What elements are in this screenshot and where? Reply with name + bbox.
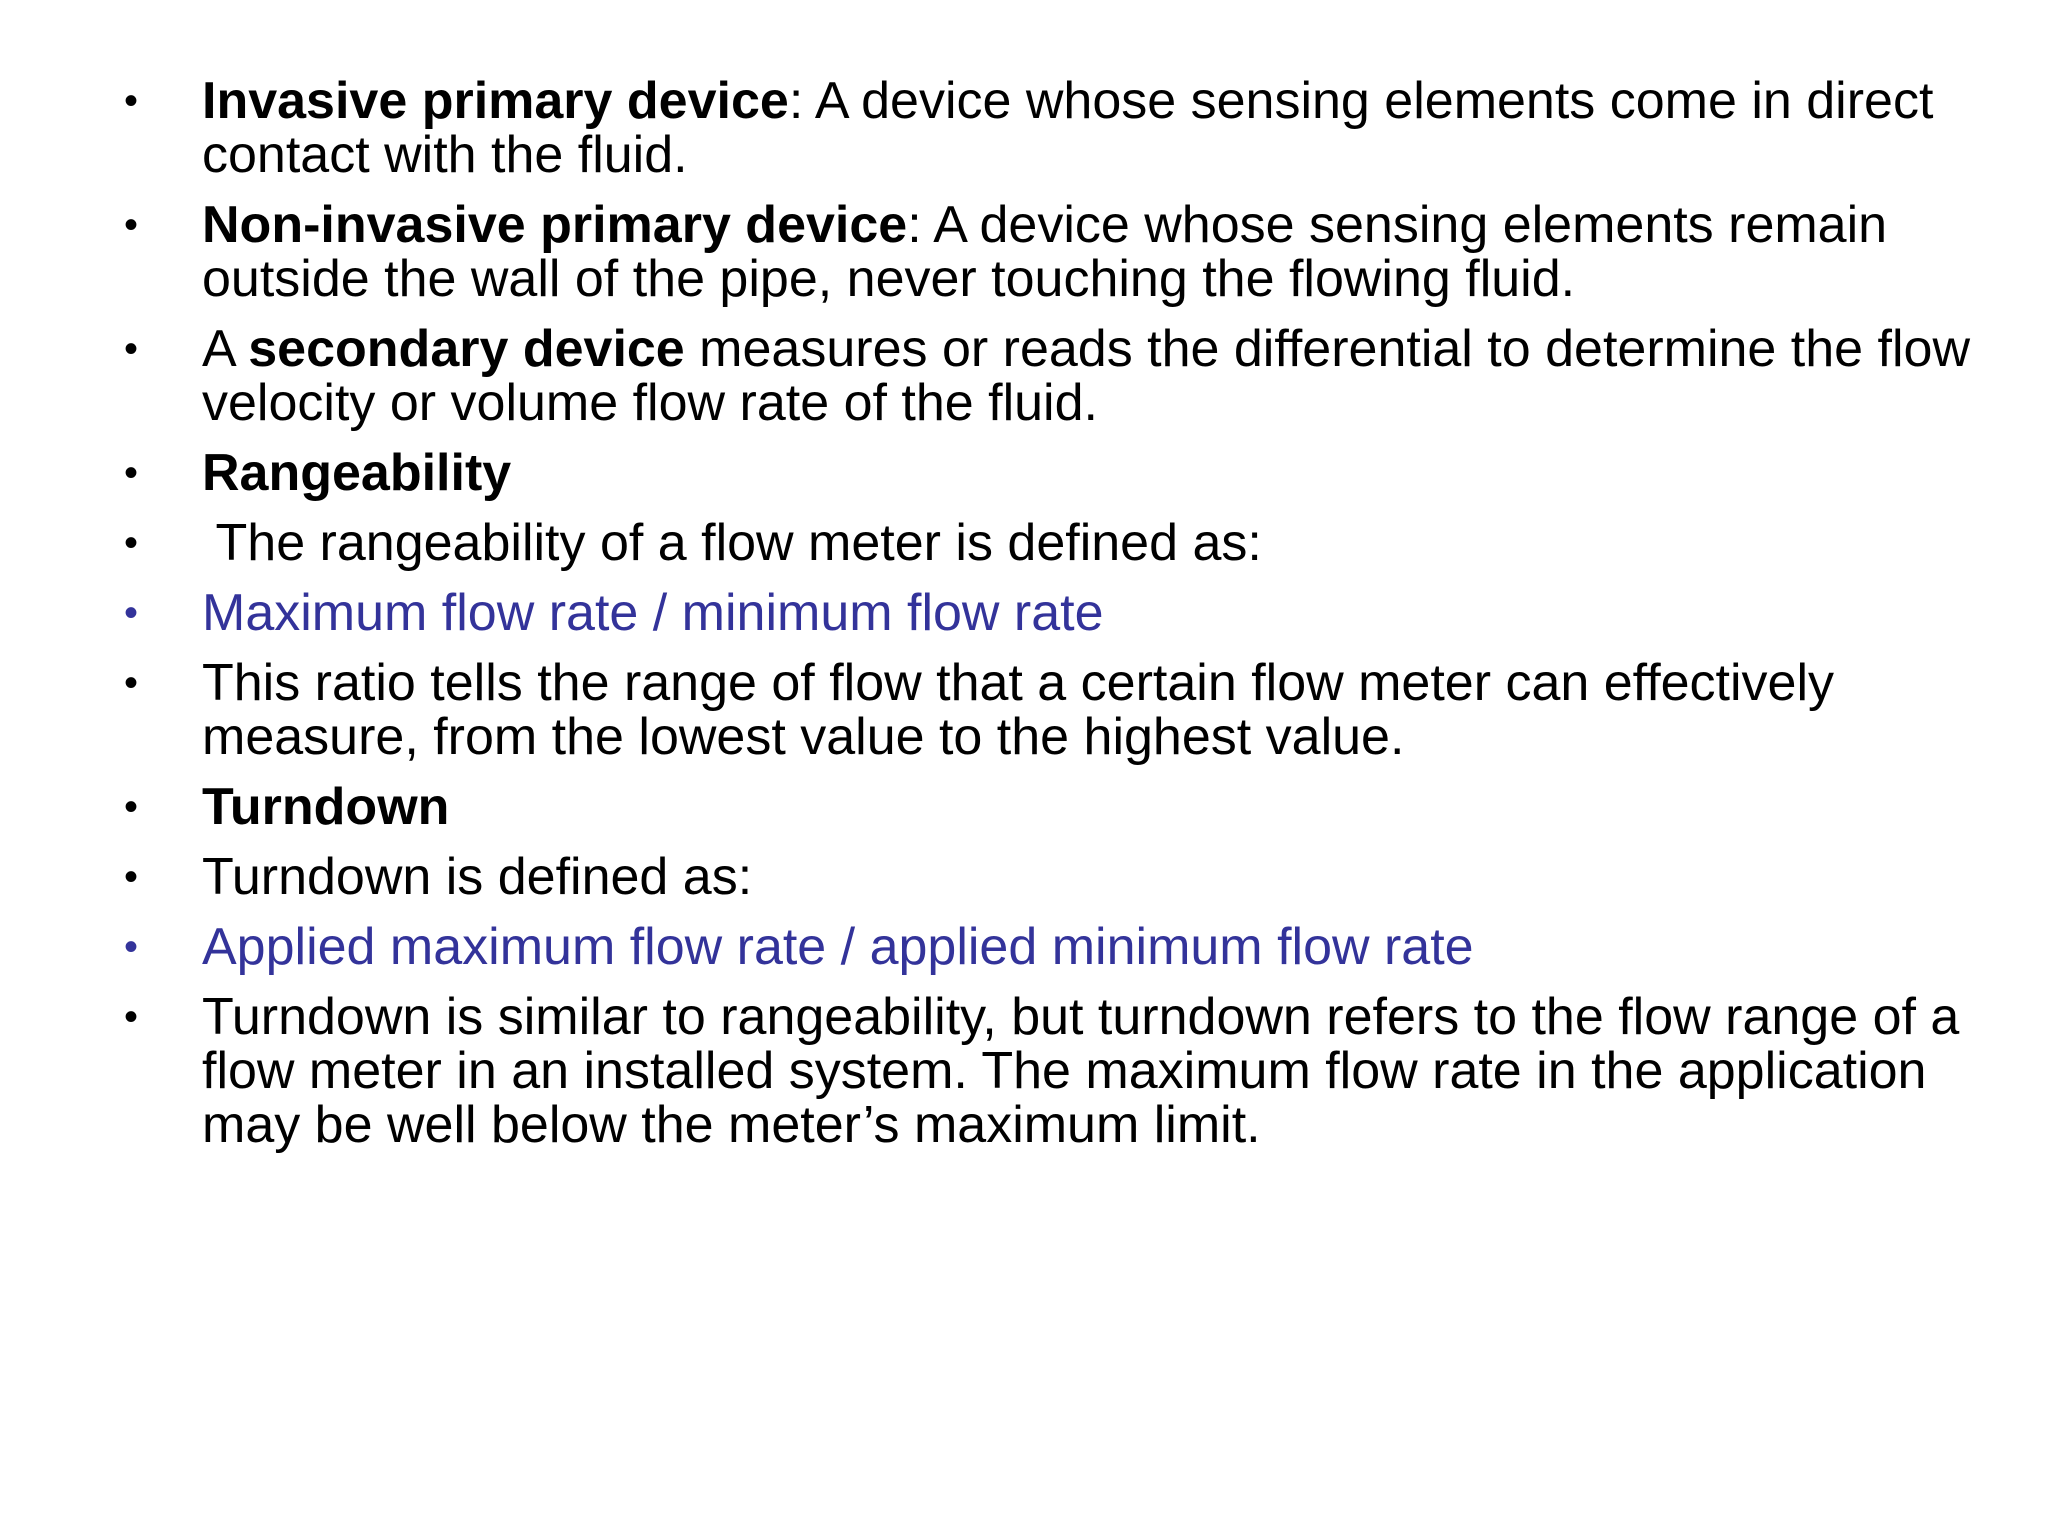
bullet-dot-icon: • — [124, 79, 139, 123]
bullet-rangeability-formula — [122, 586, 2002, 640]
heading-turndown: Turndown — [202, 778, 450, 836]
bullet-dot-icon: • — [124, 591, 139, 635]
bullet-invasive-primary-device — [122, 74, 2002, 182]
turndown-intro-text: Turndown is defined as: — [202, 848, 753, 906]
heading-rangeability: Rangeability — [202, 444, 512, 502]
term-secondary-device: secondary device — [248, 320, 685, 378]
bullet-secondary-device — [122, 322, 2002, 430]
bullet-dot-icon: • — [124, 661, 139, 705]
bullet-turndown-heading — [122, 780, 2002, 834]
prefix-secondary-device: A — [202, 320, 249, 378]
bullet-rangeability-explanation — [122, 656, 2002, 764]
definition-secondary-device: measures or reads the differential to determine the flow velocity or volume flow rate of the fluid. — [202, 320, 1971, 432]
bullet-turndown-formula — [122, 920, 2002, 974]
rangeability-formula-text: Maximum flow rate / minimum flow rate — [202, 584, 1104, 642]
term-non-invasive-primary-device: Non-invasive primary device — [202, 196, 908, 254]
bullet-dot-icon: • — [124, 785, 139, 829]
bullet-dot-icon: • — [124, 925, 139, 969]
bullet-dot-icon: • — [124, 521, 139, 565]
bullet-turndown-explanation — [122, 990, 2002, 1152]
bullet-list — [122, 74, 2002, 1168]
turndown-explanation-text: Turndown is similar to rangeability, but turndown refers to the flow range of a flow meter in an installed system. The maximum flow rate in the application may be well below the meter’s maximum limit. — [202, 988, 1960, 1154]
definition-non-invasive-primary-device: : A device whose sensing elements remain outside the wall of the pipe, never touching the flowing fluid. — [202, 196, 1888, 308]
turndown-formula-text: Applied maximum flow rate / applied minimum flow rate — [202, 918, 1474, 976]
definition-invasive-primary-device: : A device whose sensing elements come in direct contact with the fluid. — [202, 72, 1934, 184]
bullet-turndown-definition-intro — [122, 850, 2002, 904]
bullet-rangeability-definition-intro — [122, 516, 2002, 570]
bullet-dot-icon: • — [124, 995, 139, 1039]
rangeability-intro-text: The rangeability of a flow meter is defined as: — [202, 514, 1262, 572]
bullet-rangeability-heading — [122, 446, 2002, 500]
term-invasive-primary-device: Invasive primary device — [202, 72, 789, 130]
rangeability-explanation-text: This ratio tells the range of flow that a certain flow meter can effectively measure, from the lowest value to the highest value. — [202, 654, 1835, 766]
bullet-dot-icon: • — [124, 203, 139, 247]
bullet-dot-icon: • — [124, 855, 139, 899]
bullet-dot-icon: • — [124, 327, 139, 371]
bullet-non-invasive-primary-device — [122, 198, 2002, 306]
bullet-dot-icon: • — [124, 451, 139, 495]
